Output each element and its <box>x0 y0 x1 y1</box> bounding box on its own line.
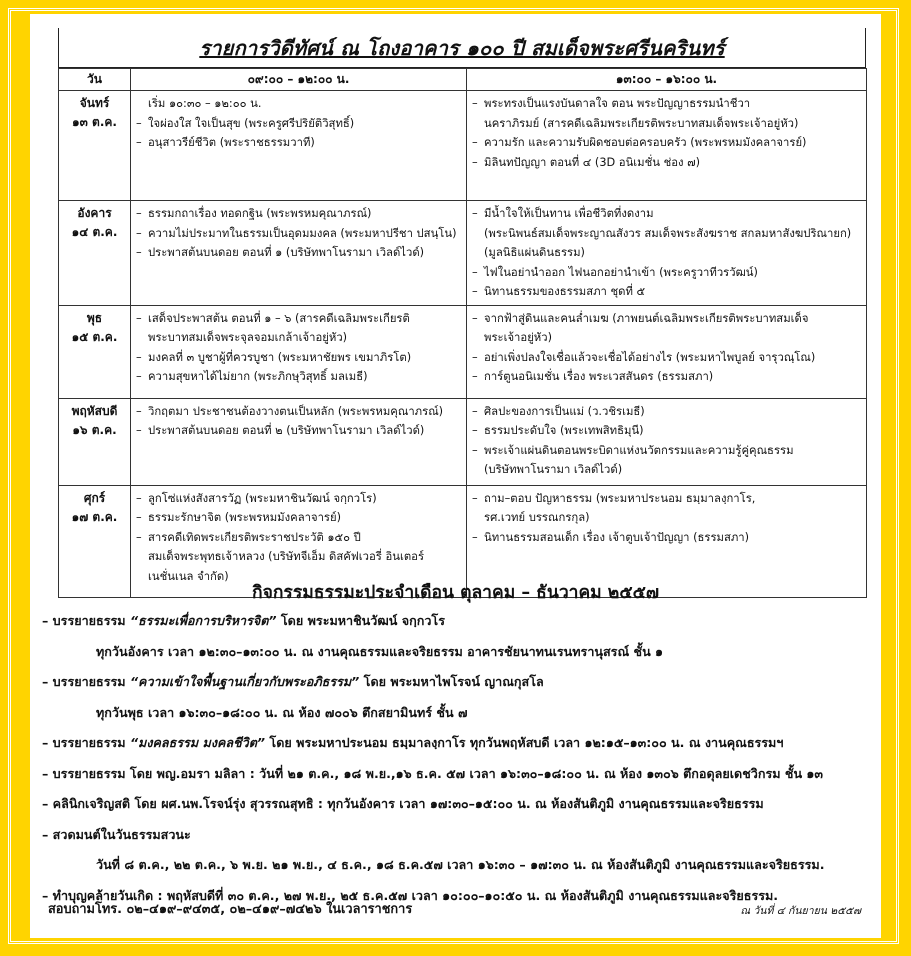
activity-post: โดย พระมหาไพโรจน์ ญาณกุสโล <box>359 674 544 689</box>
program-line <box>472 224 861 244</box>
bullet-dash: – <box>472 97 478 110</box>
schedule-row <box>59 201 867 306</box>
program-line <box>136 508 461 528</box>
activity-line <box>42 789 872 820</box>
program-line <box>472 367 861 387</box>
bullet-dash: – <box>472 404 478 418</box>
program-line <box>472 508 861 528</box>
program-line <box>472 421 861 441</box>
program-text: อย่าเพิ่งปลงใจเชื่อแล้วจะเชื่อได้อย่างไร (พระมหาไพบูลย์ จารุวณฺโณ) <box>484 350 816 364</box>
day-cell <box>59 398 131 485</box>
program-line <box>136 133 461 153</box>
bullet-dash: – <box>136 370 142 383</box>
program-text: มีน้ำใจให้เป็นทาน เพื่อชีวิตที่งดงาม <box>484 207 654 220</box>
bullet-dash: – <box>472 350 478 364</box>
program-line <box>136 309 461 329</box>
program-line <box>136 348 461 368</box>
bullet-dash: – <box>136 226 142 240</box>
activity-pre: ทุกวันพุธ เวลา ๑๖:๓๐–๑๘:๐๐ น. ณ ห้อง ๗๐๐๖ ตึกสยามินทร์ ชั้น ๗ <box>96 704 468 720</box>
program-text: ลูกโซ่แห่งสังสารวัฏ (พระมหาชินวัฒน์ จกฺกวโร) <box>148 491 377 505</box>
day-name: จันทร์ <box>79 96 110 110</box>
bullet-dash: – <box>136 404 142 418</box>
bullet-dash: – <box>472 136 478 149</box>
afternoon-cell <box>467 201 867 306</box>
program-line <box>136 204 461 224</box>
program-line <box>472 441 861 461</box>
day-date: ๑๖ ต.ค. <box>72 422 117 437</box>
program-line <box>472 460 861 480</box>
program-text: พระบาทสมเด็จพระจุลจอมเกล้าเจ้าอยู่หัว) <box>148 331 348 344</box>
program-line <box>136 489 461 509</box>
program-text: พระทรงเป็นแรงบันดาลใจ ตอน พระปัญญาธรรมนำชีวา <box>484 97 751 110</box>
bullet-dash: – <box>472 155 478 169</box>
activity-line <box>42 820 872 851</box>
program-line <box>136 94 461 114</box>
program-line <box>472 402 861 422</box>
morning-cell <box>131 398 467 485</box>
col-morning-header: ๐๙:๐๐ – ๑๒:๐๐ น. <box>131 69 467 91</box>
program-text: พระเจ้าแผ่นดินตอนพระบิดาแห่งนวัตกรรมและความรู้คู่คุณธรรม <box>484 443 794 457</box>
day-date: ๑๕ ต.ค. <box>71 329 118 344</box>
activities-list <box>42 606 872 911</box>
program-line <box>472 309 861 329</box>
bullet-dash: – <box>472 370 478 383</box>
program-line <box>472 114 861 134</box>
bullet-dash: – <box>472 311 478 325</box>
program-text: พระเจ้าอยู่หัว) <box>484 331 553 344</box>
activity-post: โดย พระมหาชินวัฒน์ จกฺกวโร <box>276 613 445 628</box>
schedule-row <box>59 305 867 398</box>
activity-pre: – บรรยายธรรม <box>42 613 130 628</box>
program-line <box>136 114 461 134</box>
afternoon-cell <box>467 305 867 398</box>
program-text: เนชั่นเนล จำกัด) <box>148 569 229 583</box>
program-text: ความสุขหาได้ไม่ยาก (พระภิกษุวิสุทธิ์ มลเมธี) <box>148 370 368 383</box>
bullet-dash: – <box>472 265 478 279</box>
activity-em: “มงคลธรรม มงคลชีวิต” <box>129 735 266 750</box>
bullet-dash: – <box>472 491 478 505</box>
day-name: พุธ <box>86 310 103 325</box>
bullet-dash: – <box>472 285 478 298</box>
program-text: (มูลนิธิแผ่นดินธรรม) <box>484 246 585 259</box>
program-line <box>472 133 861 153</box>
program-line <box>136 547 461 567</box>
day-cell <box>59 305 131 398</box>
program-line <box>136 528 461 548</box>
program-text: นคราภิรมย์ (สารคดีเฉลิมพระเกียรติพระบาทสมเด็จพระเจ้าอยู่หัว) <box>484 116 799 130</box>
activity-post: โดย พระมหาประนอม ธมฺมาลงฺกาโร ทุกวันพฤหัสบดี เวลา ๑๒:๑๕–๑๓:๐๐ น. ณ งานคุณธรรมฯ <box>265 735 784 750</box>
col-day-header: วัน <box>59 69 131 91</box>
activity-pre: – สวดมนต์ในวันธรรมสวนะ <box>42 826 191 842</box>
activities-title: กิจกรรมธรรมะประจำเดือน ตุลาคม – ธันวาคม ๒๕๕๗ <box>251 583 659 603</box>
activity-line <box>42 850 872 881</box>
bullet-dash: – <box>472 207 478 220</box>
program-text: มิลินทปัญญา ตอนที่ ๔ (3D อนิเมชั่น ช่อง ๗) <box>484 155 701 169</box>
bullet-dash: – <box>136 207 142 220</box>
program-line <box>472 263 861 283</box>
morning-cell <box>131 91 467 201</box>
bullet-dash: – <box>136 136 142 149</box>
bullet-dash: – <box>136 311 142 325</box>
schedule-row <box>59 91 867 201</box>
schedule-header-row <box>59 69 867 91</box>
morning-cell <box>131 201 467 306</box>
bullet-dash: – <box>136 530 142 544</box>
program-line <box>472 328 861 348</box>
program-line <box>136 421 461 441</box>
activity-em: “ความเข้าใจพื้นฐานเกี่ยวกับพระอภิธรรม” <box>129 674 360 689</box>
bullet-dash: – <box>136 424 142 437</box>
day-name: พฤหัสบดี <box>71 403 118 418</box>
schedule-table <box>58 68 867 598</box>
program-line <box>472 153 861 173</box>
bullet-dash: – <box>136 350 142 364</box>
program-text: ประพาสต้นบนดอย ตอนที่ ๑ (บริษัทพาโนรามา เวิลด์ไวด์) <box>148 246 425 259</box>
program-text: (บริษัทพาโนรามา เวิลด์ไวด์) <box>484 463 623 476</box>
program-text: รศ.เวทย์ บรรณกรกุล) <box>484 511 590 524</box>
program-text: นิทานธรรมของธรรมสภา ชุดที่ ๕ <box>484 285 646 298</box>
program-text: ศิลปะของการเป็นแม่ (ว.วชิรเมธี) <box>484 404 645 418</box>
day-name: อังคาร <box>77 206 112 220</box>
activity-line <box>42 637 872 668</box>
day-cell <box>59 201 131 306</box>
program-text: วิกฤตมา ประชาชนต้องวางตนเป็นหลัก (พระพรหมคุณาภรณ์) <box>148 404 444 418</box>
program-text: อนุสาวรีย์ชีวิต (พระราชธรรมวาที) <box>148 136 315 149</box>
activity-line <box>42 606 872 637</box>
program-text: สมเด็จพระพุทธเจ้าหลวง (บริษัทจีเอ็ม ดิสคัฟเวอรี่ อินเตอร์ <box>148 550 425 563</box>
program-text: (พระนิพนธ์สมเด็จพระญาณสังวร สมเด็จพระสังฆราช สกลมหาสังฆปริณายก) <box>484 226 852 240</box>
program-line <box>472 243 861 263</box>
program-text: เริ่ม ๑๐:๓๐ – ๑๒:๐๐ น. <box>148 97 262 110</box>
program-text: ถาม–ตอบ ปัญหาธรรม (พระมหาประนอม ธมฺมาลงฺกาโร, <box>484 491 756 505</box>
contact-phone: สอบถามโทร. ๐๒–๔๑๙–๙๔๓๕, ๐๒–๔๑๙–๗๔๒๖ ในเวลาราชการ <box>48 902 413 917</box>
program-line <box>472 528 861 548</box>
activity-line <box>42 698 872 729</box>
activity-pre: – คลินิกเจริญสติ โดย ผศ.นพ.โรจน์รุ่ง สุวรรณสุทธิ : ทุกวันอังคาร เวลา ๑๗:๓๐–๑๕:๐๐ น. ณ ห้องสันติภูมิ งานคุณธรรมและจริยธรรม <box>42 796 764 811</box>
bullet-dash: – <box>472 530 478 544</box>
program-line <box>472 204 861 224</box>
program-line <box>472 282 861 302</box>
schedule-title: รายการวิดีทัศน์ ณ โถงอาคาร ๑๐๐ ปี สมเด็จพระศรีนครินทร์ <box>58 28 866 68</box>
bullet-dash: – <box>136 246 142 259</box>
program-text: จากฟ้าสู่ดินและคนล่ำเมฆ (ภาพยนต์เฉลิมพระเกียรติพระบาทสมเด็จ <box>484 311 809 325</box>
program-line <box>472 348 861 368</box>
program-text: ธรรมประดับใจ (พระเทพสิทธิมุนี) <box>484 424 644 437</box>
program-text: สารคดีเทิดพระเกียรติพระราชประวัติ ๑๕๐ ปี <box>148 530 361 544</box>
bullet-dash: – <box>136 511 142 524</box>
program-line <box>472 489 861 509</box>
activity-pre: วันที่ ๘ ต.ค., ๒๒ ต.ค., ๖ พ.ย. ๒๑ พ.ย., ๔ ธ.ค., ๑๘ ธ.ค.๕๗ เวลา ๑๖:๓๐ – ๑๗:๓๐ น. ณ ห้องสันติภูมิ งานคุณธรรมและจริยธรรม. <box>96 857 825 872</box>
program-line <box>136 402 461 422</box>
program-text: ความรัก และความรับผิดชอบต่อครอบครัว (พระพรหมมังคลาจารย์) <box>484 136 807 149</box>
day-date: ๑๔ ต.ค. <box>71 225 118 239</box>
issue-date: ณ วันที่ ๔ กันยายน ๒๕๕๗ <box>740 905 861 917</box>
activity-pre: – บรรยายธรรม <box>42 735 130 750</box>
morning-cell <box>131 305 467 398</box>
afternoon-cell <box>467 398 867 485</box>
program-line <box>136 243 461 263</box>
activity-line <box>42 759 872 790</box>
bullet-dash: – <box>136 491 142 505</box>
program-line <box>136 328 461 348</box>
day-date: ๑๗ ต.ค. <box>71 509 118 524</box>
activity-pre: – ทำบุญคล้ายวันเกิด : พฤหัสบดีที่ ๓๐ ต.ค., ๒๗ พ.ย., ๒๕ ธ.ค.๕๗ เวลา ๑๐:๐๐–๑๐:๕๐ น. ณ ห้องสันติภูมิ งานคุณธรรมและจริยธรรม. <box>42 887 779 903</box>
program-line <box>136 367 461 387</box>
program-text: ธรรมะรักษาจิต (พระพรหมมังคลาจารย์) <box>148 511 342 524</box>
program-text: ไฟในอย่านำออก ไฟนอกอย่านำเข้า (พระครูวาทีวรวัฒน์) <box>484 265 758 279</box>
program-text: ธรรมกถาเรื่อง ทอดกฐิน (พระพรหมคุณาภรณ์) <box>148 207 372 220</box>
day-date: ๑๓ ต.ค. <box>72 115 117 129</box>
activity-line <box>42 667 872 698</box>
activity-em: “ธรรมะเพื่อการบริหารจิต” <box>129 613 277 628</box>
program-line <box>472 94 861 114</box>
bullet-dash: – <box>136 116 142 130</box>
program-text: ใจผ่องใส ใจเป็นสุข (พระครูศรีปริยัติวิสุทธิ์) <box>148 116 355 130</box>
program-text: ความไม่ประมาทในธรรมเป็นอุดมมงคล (พระมหาปรีชา ปสนฺโน) <box>148 226 457 240</box>
document-page <box>30 14 881 938</box>
program-text: การ์ตูนอนิเมชั่น เรื่อง พระเวสสันดร (ธรรมสภา) <box>484 370 714 383</box>
program-text: มงคลที่ ๓ บูชาผู้ที่ควรบูชา (พระมหาชัยพร เขมาภิรโต) <box>148 350 412 364</box>
program-line <box>136 224 461 244</box>
activity-pre: – บรรยายธรรม <box>42 674 130 689</box>
bullet-dash: – <box>472 424 478 437</box>
col-afternoon-header: ๑๓:๐๐ – ๑๖:๐๐ น. <box>467 69 867 91</box>
program-text: เสด็จประพาสต้น ตอนที่ ๑ – ๖ (สารคดีเฉลิมพระเกียรติ <box>148 311 410 325</box>
afternoon-cell <box>467 91 867 201</box>
schedule-row <box>59 398 867 485</box>
program-text: นิทานธรรมสอนเด็ก เรื่อง เจ้าตูบเจ้าปัญญา (ธรรมสภา) <box>484 530 750 544</box>
day-name: ศุกร์ <box>83 490 106 505</box>
day-cell <box>59 91 131 201</box>
program-text: ประพาสต้นบนดอย ตอนที่ ๒ (บริษัทพาโนรามา เวิลด์ไวด์) <box>148 424 425 437</box>
bullet-dash: – <box>472 443 478 457</box>
activity-line <box>42 728 872 759</box>
activity-pre: – บรรยายธรรม โดย พญ.อมรา มลิลา : วันที่ ๒๑ ต.ค., ๑๘ พ.ย.,๑๖ ธ.ค. ๕๗ เวลา ๑๖:๓๐–๑๘:๐๐ น. ณ ห้อง ๑๓๐๖ ตึกอดุลยเดชวิกรม ชั้น ๑๓ <box>42 765 824 781</box>
activity-pre: ทุกวันอังคาร เวลา ๑๒:๓๐–๑๓:๐๐ น. ณ งานคุณธรรมและจริยธรรม อาคารชัยนาทนเรนทรานุสรณ์ ชั้น ๑ <box>96 643 664 659</box>
